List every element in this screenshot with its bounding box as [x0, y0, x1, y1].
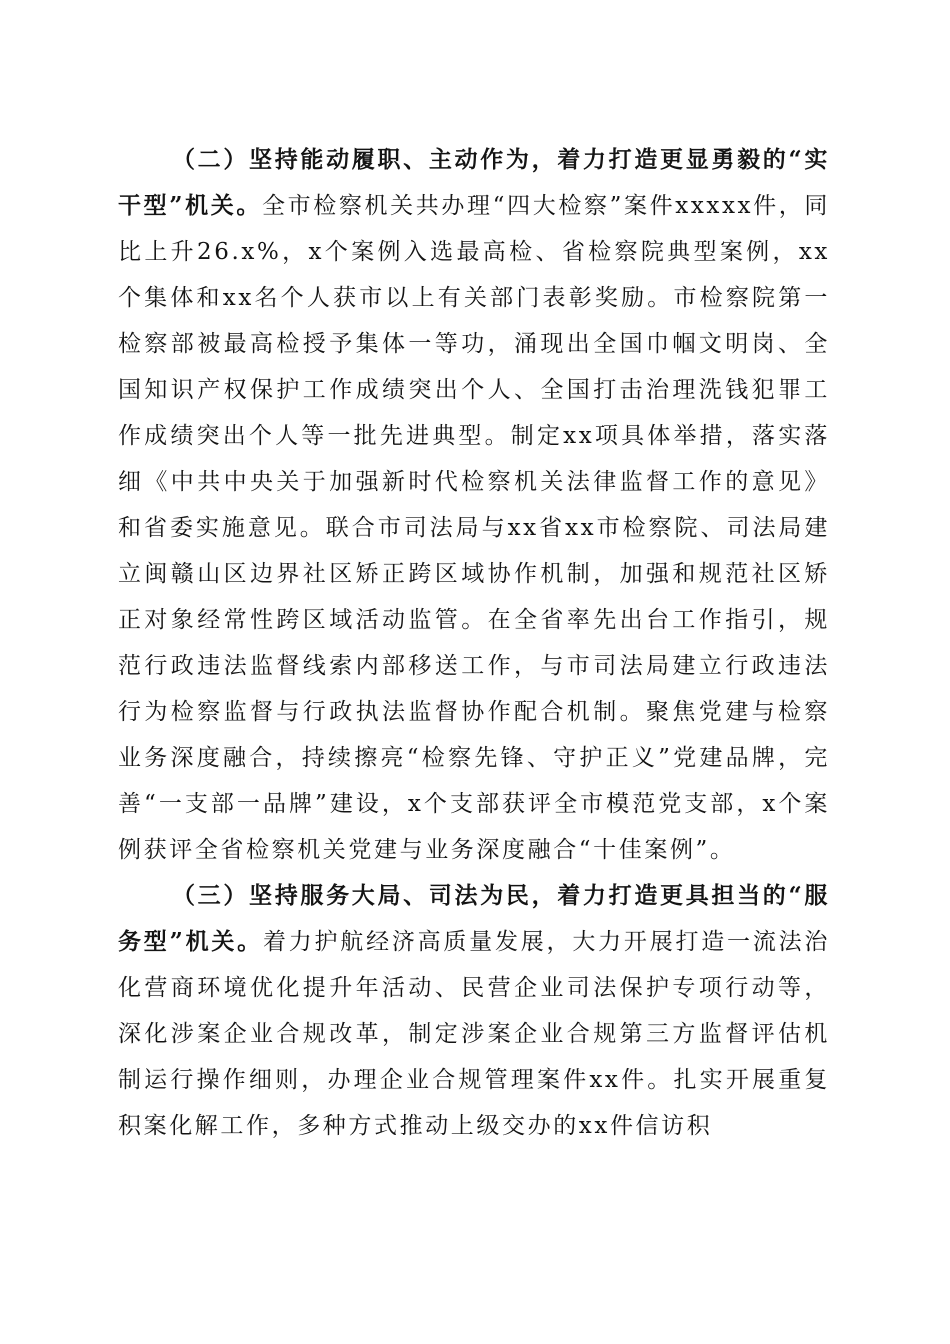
paragraph-3 [118, 873, 830, 1149]
paragraph-3-text: 着力护航经济高质量发展，大力开展打造一流法治化营商环境优化提升年活动、民营企业司法保护专项行动等，深化涉案企业合规改革，制定涉案企业合规第三方监督评估机制运行操作细则，办理企业合规管理案件xx件。扎实开展重复积案化解工作，多种方式推动上级交办的xx件信访积 [118, 929, 830, 1139]
paragraph-2-text: 全市检察机关共办理“四大检察”案件xxxxx件，同比上升26.x%，x个案例入选最高检、省检察院典型案例，xx个集体和xx名个人获市以上有关部门表彰奖励。市检察院第一检察部被最高检授予集体一等功，涌现出全国巾帼文明岗、全国知识产权保护工作成绩突出个人、全国打击治理洗钱犯罪工作成绩突出个人等一批先进典型。制定xx项具体举措，落实落细《中共中央关于加强新时代检察机关法律监督工作的意见》和省委实施意见。联合市司法局与xx省xx市检察院、司法局建立闽赣山区边界社区矫正跨区域协作机制，加强和规范社区矫正对象经常性跨区域活动监管。在全省率先出台工作指引，规范行政违法监督线索内部移送工作，与市司法局建立行政违法行为检察监督与行政执法监督协作配合机制。聚焦党建与检察业务深度融合，持续擦亮“检察先锋、守护正义”党建品牌，完善“一支部一品牌”建设，x个支部获评全市模范党支部，x个案例获评全省检察机关党建与业务深度融合“十佳案例”。 [118, 193, 830, 863]
document-body [118, 137, 830, 1149]
paragraph-3-heading: （三）坚持服务大局、司法为民，着力打造更具担当的“服务型”机关。 [118, 882, 830, 955]
paragraph-2 [118, 137, 830, 873]
paragraph-2-heading: （二）坚持能动履职、主动作为，着力打造更显勇毅的“实干型”机关。 [118, 146, 830, 219]
